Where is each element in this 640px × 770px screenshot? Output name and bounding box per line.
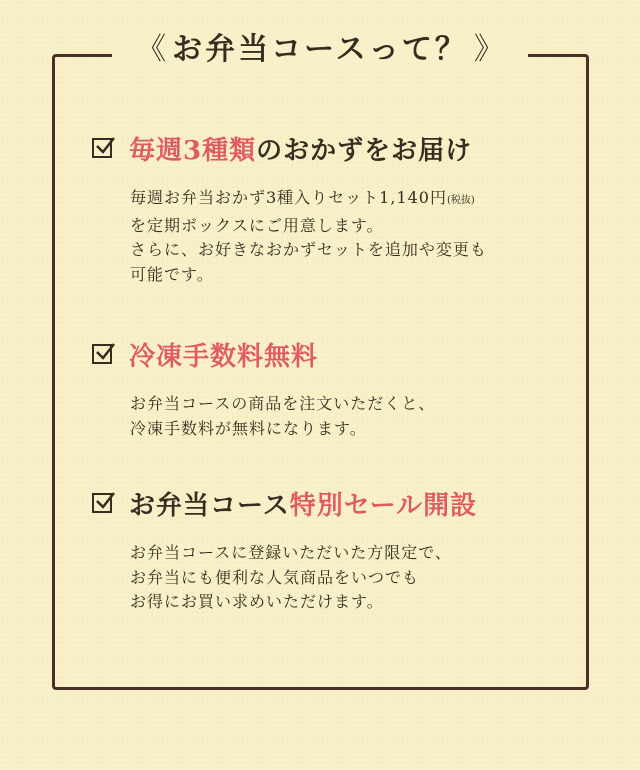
heading-text: お弁当コース: [129, 490, 290, 521]
description-line: 毎週お弁当おかず3種入りセット1,140円(税抜): [130, 188, 475, 207]
feature-section-special-sale: [92, 483, 600, 615]
checkbox-checked-icon: [92, 493, 112, 513]
description-line: お弁当コースに登録いただいた方限定で、: [130, 543, 452, 562]
tax-note: (税抜): [447, 195, 475, 206]
heading-accent: 冷凍手数料無料: [129, 341, 319, 372]
feature-description: [130, 392, 600, 441]
title-left-mark: 《: [136, 32, 167, 67]
title-area: [0, 28, 640, 72]
heading-accent: 毎週3種類: [129, 135, 257, 166]
feature-section-freezing-fee: [92, 334, 600, 441]
description-line: 冷凍手数料が無料になります。: [130, 418, 367, 438]
title-text: お弁当コースって？: [172, 32, 468, 67]
description-line: 可能です。: [130, 264, 214, 284]
checkbox-checked-icon: [92, 138, 112, 158]
description-line: お得にお買い求めいただけます。: [130, 592, 384, 611]
description-line: さらに、お好きなおかずセットを追加や変更も: [130, 240, 487, 259]
description-line: お弁当にも便利な人気商品をいつでも: [130, 567, 420, 587]
feature-heading: [92, 483, 600, 523]
feature-heading: [92, 128, 600, 168]
page-title: [112, 28, 528, 72]
feature-description: [130, 186, 600, 287]
feature-description: [130, 541, 600, 615]
checkbox-checked-icon: [92, 344, 112, 364]
description-line: を定期ボックスにご用意します。: [130, 215, 384, 235]
heading-text: のおかずをお届け: [256, 135, 473, 166]
feature-heading: [92, 334, 600, 374]
heading-accent: 特別セール開設: [289, 490, 478, 521]
description-line: お弁当コースの商品を注文いただくと、: [130, 394, 436, 413]
title-right-mark: 》: [473, 32, 504, 67]
feature-section-weekly: [92, 128, 600, 287]
